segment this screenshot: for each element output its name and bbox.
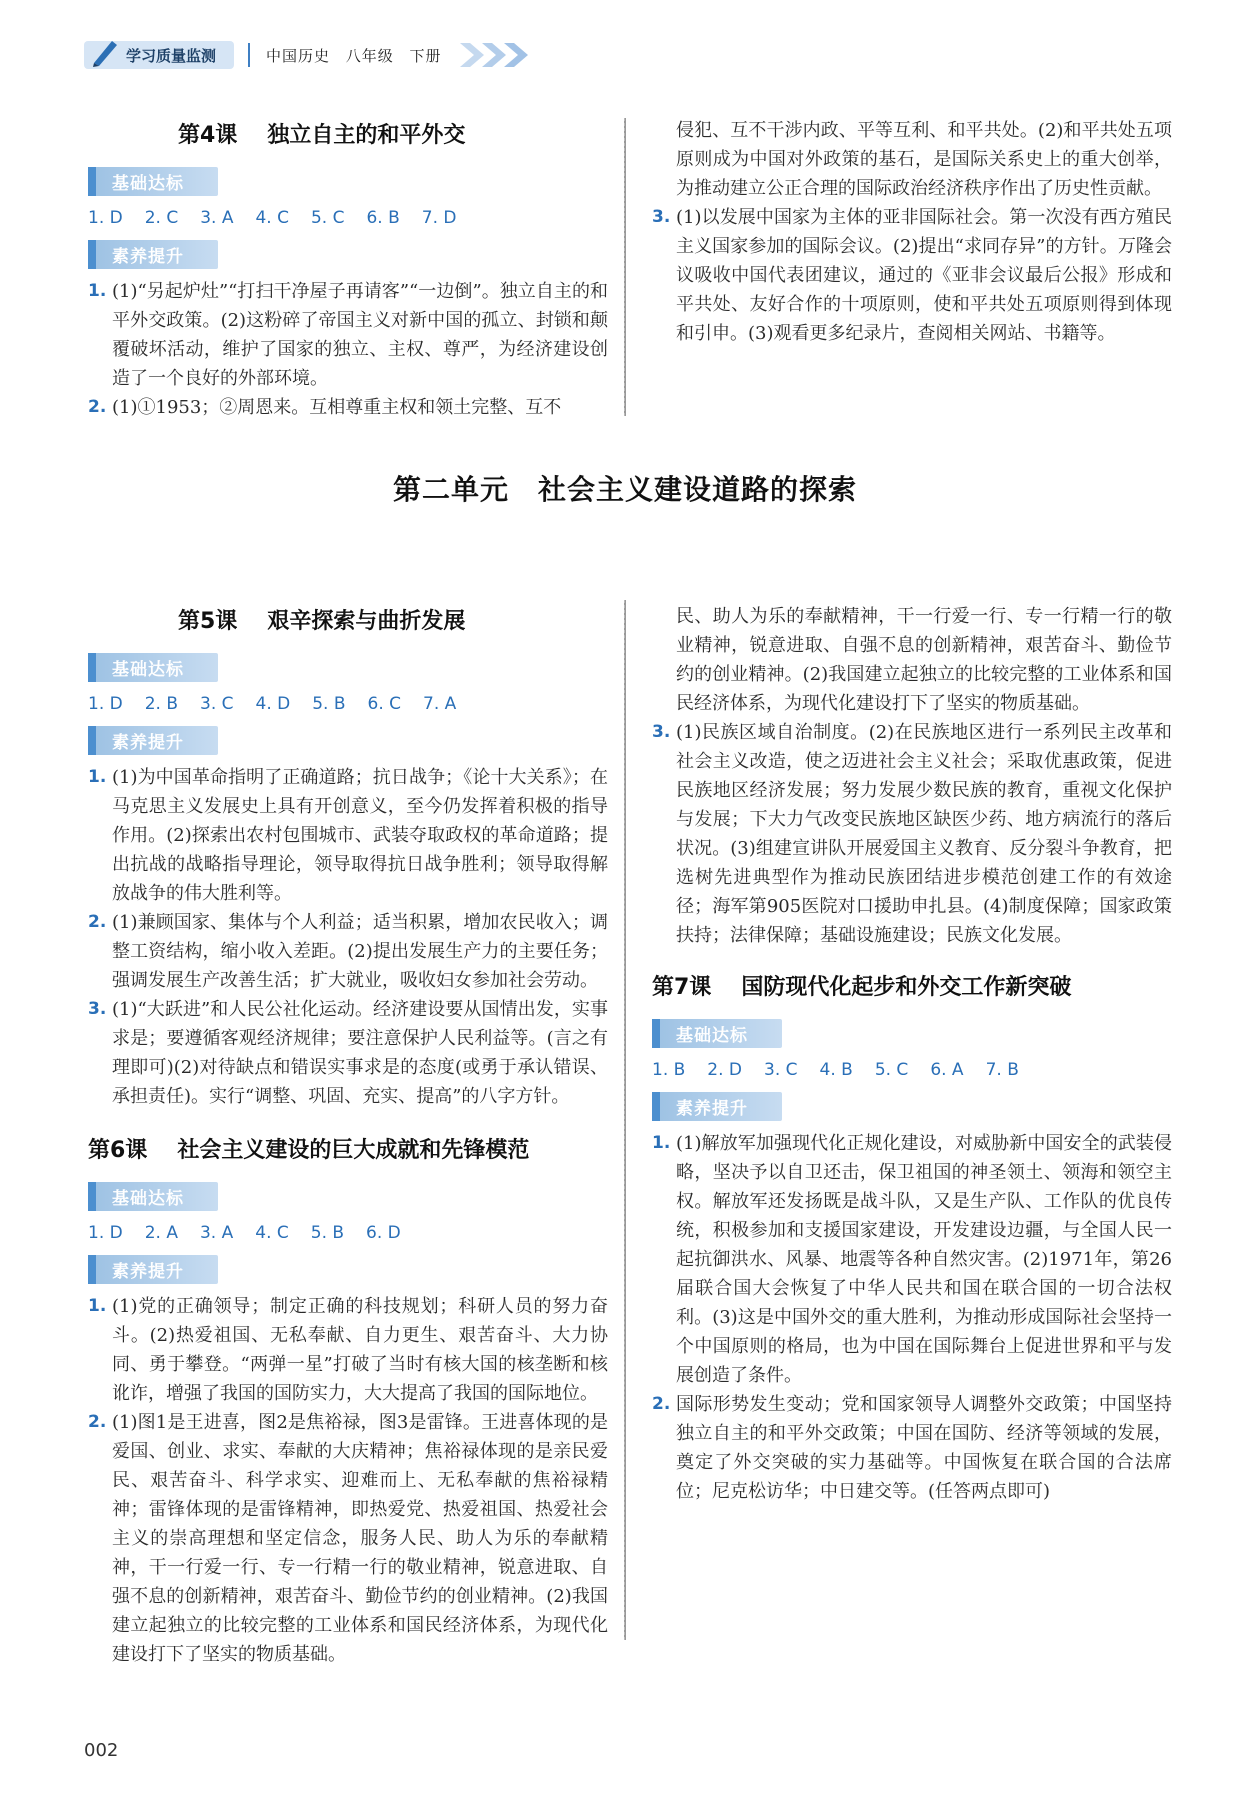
pen-icon <box>90 37 120 67</box>
answer-item: 1. (1)党的正确领导；制定正确的科技规划；科研人员的努力奋斗。(2)热爱祖国、无私奉献、自力更生、艰苦奋斗、大力协同、勇于攀登。“两弹一星”打破了当时有核大国的核垄断和核讹诈，增强了我国的国防实力，大大提高了我国的国际地位。 <box>88 1296 608 1404</box>
right-column <box>652 602 1172 1506</box>
lesson-name: 独立自主的和平外交 <box>267 123 466 148</box>
advanced-tag: 素养提升 <box>88 1255 218 1284</box>
page-number: 002 <box>84 1740 119 1761</box>
answer-list: 1. D 2. C 3. A 4. C 5. C 6. B 7. D <box>88 208 457 228</box>
answer-item: 2. 国际形势发生变动；党和国家领导人调整外交政策；中国坚持独立自主的和平外交政策；中国在国防、经济等领域的发展，奠定了外交突破的实力基础等。中国恢复在联合国的合法席位；尼克松访华；中日建交等。(任答两点即可) <box>652 1394 1172 1502</box>
answer-item: 3. (1)“大跃进”和人民公社化运动。经济建设要从国情出发，实事求是；要遵循客观经济规律；要注意保护人民利益等。(言之有理即可)(2)对待缺点和错误实事求是的态度(或勇于承认错误、承担责任)。实行“调整、巩固、充实、提高”的八字方针。 <box>88 999 608 1107</box>
basic-tag: 基础达标 <box>88 653 218 682</box>
lesson-title: 第5课 艰辛探索与曲折发展 <box>178 609 466 634</box>
lesson-number: 第4课 <box>178 123 238 148</box>
answer-item-continued: 侵犯、互不干涉内政、平等互利、和平共处。(2)和平共处五项原则成为中国对外政策的基石，是国际关系史上的重大创举，为推动建立公正合理的国际政治经济秩序作出了历史性贡献。 <box>676 120 1172 199</box>
answer-list: 1. B 2. D 3. C 4. B 5. C 6. A 7. B <box>652 1060 1019 1080</box>
lesson-title: 第6课 社会主义建设的巨大成就和先锋模范 <box>88 1138 530 1163</box>
unit-title: 第二单元 社会主义建设道路的探索 <box>392 473 857 506</box>
book-info: 中国历史 八年级 下册 <box>266 46 442 65</box>
chevron-right-icon <box>458 40 548 70</box>
left-column <box>88 604 608 1665</box>
answer-item: 2. (1)①1953；②周恩来。互相尊重主权和领土完整、互不 <box>88 397 562 418</box>
answer-item: 1. (1)“另起炉灶”“打扫干净屋子再请客”“一边倒”。独立自主的和平外交政策。(2)这粉碎了帝国主义对新中国的孤立、封锁和颠覆破坏活动，维护了国家的独立、主权、尊严，为经济建设创造了一个良好的外部环境。 <box>88 281 608 389</box>
series-title: 学习质量监测 <box>126 46 217 65</box>
advanced-tag: 素养提升 <box>88 726 218 755</box>
column-divider <box>624 118 626 416</box>
lesson-title <box>88 118 608 149</box>
answer-item: 2. (1)兼顾国家、集体与个人利益；适当积累，增加农民收入；调整工资结构，缩小收入差距。(2)提出发展生产力的主要任务；强调发展生产改善生活；扩大就业，吸收妇女参加社会劳动。 <box>88 912 608 991</box>
series-tab <box>84 41 234 69</box>
answer-item: 3. (1)民族区域自治制度。(2)在民族地区进行一系列民主改革和社会主义改造，使之迈进社会主义社会；采取优惠政策，促进民族地区经济发展；努力发展少数民族的教育，重视文化保护与发展；下大力气改变民族地区缺医少药、地方病流行的落后状况。(3)组建宣讲队开展爱国主义教育、反分裂斗争教育，把选树先进典型作为推动民族团结进步模范创建工作的有效途径；海军第905医院对口援助申扎县。(4)制度保障；国家政策扶持；法律保障；基础设施建设；民族文化发展。 <box>652 722 1172 946</box>
answer-item-continued: 民、助人为乐的奉献精神，干一行爱一行、专一行精一行的敬业精神，锐意进取、自强不息的创新精神，艰苦奋斗、勤俭节约的创业精神。(2)我国建立起独立的比较完整的工业体系和国民经济体系，为现代化建设打下了坚实的物质基础。 <box>676 606 1172 714</box>
basic-tag: 基础达标 <box>88 167 218 196</box>
lesson4-right <box>652 116 1172 348</box>
answer-list: 1. D 2. A 3. A 4. C 5. B 6. D <box>88 1223 401 1243</box>
basic-tag: 基础达标 <box>88 1182 218 1211</box>
answer-item: 2. (1)图1是王进喜，图2是焦裕禄，图3是雷锋。王进喜体现的是爱国、创业、求实、奉献的大庆精神；焦裕禄体现的是亲民爱民、艰苦奋斗、科学求实、迎难而上、无私奉献的焦裕禄精神；雷锋体现的是雷锋精神，即热爱党、热爱祖国、热爱社会主义的崇高理想和坚定信念，服务人民、助人为乐的奉献精神，干一行爱一行、专一行精一行的敬业精神，锐意进取、自强不息的创新精神，艰苦奋斗、勤俭节约的创业精神。(2)我国建立起独立的比较完整的工业体系和国民经济体系，为现代化建设打下了坚实的物质基础。 <box>88 1412 608 1665</box>
advanced-tag: 素养提升 <box>652 1092 782 1121</box>
basic-tag: 基础达标 <box>652 1019 782 1048</box>
column-divider <box>624 600 626 1640</box>
advanced-tag: 素养提升 <box>88 240 218 269</box>
answer-list: 1. D 2. B 3. C 4. D 5. B 6. C 7. A <box>88 694 457 714</box>
answer-item: 1. (1)为中国革命指明了正确道路；抗日战争；《论十大关系》；在马克思主义发展史上具有开创意义，至今仍发挥着积极的指导作用。(2)探索出农村包围城市、武装夺取政权的革命道路；提出抗战的战略指导理论，领导取得抗日战争胜利；领导取得解放战争的伟大胜利等。 <box>88 767 608 904</box>
page-header <box>84 38 548 72</box>
answer-item: 3. (1)以发展中国家为主体的亚非国际社会。第一次没有西方殖民主义国家参加的国际会议。(2)提出“求同存异”的方针。万隆会议吸收中国代表团建议，通过的《亚非会议最后公报》形成和平共处、友好合作的十项原则，使和平共处五项原则得到体现和引申。(3)观看更多纪录片，查阅相关网站、书籍等。 <box>652 207 1172 344</box>
lesson-title: 第7课 国防现代化起步和外交工作新突破 <box>652 975 1072 1000</box>
answer-item: 1. (1)解放军加强现代化正规化建设，对威胁新中国安全的武装侵略，坚决予以自卫还击，保卫祖国的神圣领土、领海和领空主权。解放军还发扬既是战斗队，又是生产队、工作队的优良传统，积极参加和支援国家建设，开发建设边疆，与全国人民一起抗御洪水、风暴、地震等各种自然灾害。(2)1971年，第26届联合国大会恢复了中华人民共和国在联合国的一切合法权利。(3)这是中国外交的重大胜利，为推动形成国际社会坚持一个中国原则的格局，也为中国在国际舞台上促进世界和平与发展创造了条件。 <box>652 1133 1172 1386</box>
lesson4-left <box>88 118 608 422</box>
header-separator <box>248 43 250 67</box>
